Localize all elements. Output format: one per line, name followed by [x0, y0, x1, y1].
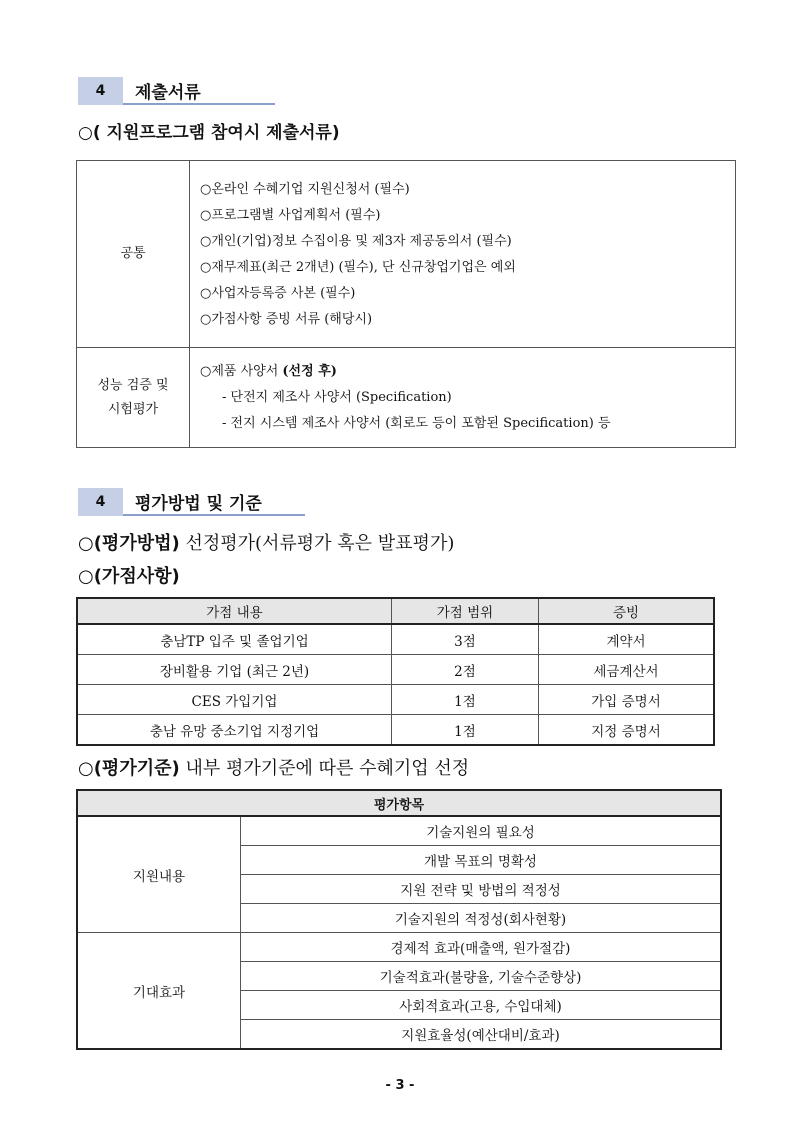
page-number: - 3 - [385, 1078, 415, 1093]
table-cell: 3점 [392, 624, 539, 655]
table-cell: 경제적 효과(매출액, 원가절감) [241, 933, 722, 962]
column-header: 가점 범위 [392, 598, 539, 624]
table-cell: 계약서 [539, 624, 715, 655]
table-cell: 2점 [392, 655, 539, 685]
table-cell: 가입 증명서 [539, 685, 715, 715]
evaluation-criteria-line [78, 754, 469, 780]
bullet-label: ○(평가방법) [78, 533, 180, 554]
evaluation-method-line [78, 529, 454, 555]
table-cell: 지원효율성(예산대비/효과) [241, 1020, 722, 1050]
group-label: 기대효과 [77, 933, 241, 1050]
table-cell: CES 가입기업 [77, 685, 392, 715]
table-cell: 사회적효과(고용, 수입대체) [241, 991, 722, 1020]
row-label [77, 348, 190, 448]
bonus-points-table [76, 597, 715, 746]
column-header: 증빙 [539, 598, 715, 624]
table-row [77, 624, 714, 655]
list-item [200, 359, 725, 385]
sub-item: - 전지 시스템 제조사 사양서 (회로도 등이 포함된 Specification) 등 [222, 415, 611, 431]
table-header-row [77, 790, 721, 816]
common-documents-list [190, 161, 736, 348]
table-cell: 개발 목표의 명확성 [241, 846, 722, 875]
table-cell: 세금계산서 [539, 655, 715, 685]
submission-subheading: ○( 지원프로그램 참여시 제출서류) [78, 123, 340, 143]
row-label-line: 성능 검증 및 [97, 377, 169, 393]
list-item-emphasis: (선정 후) [282, 363, 337, 379]
table-cell: 지정 증명서 [539, 715, 715, 746]
table-cell: 지원 전략 및 방법의 적정성 [241, 875, 722, 904]
bullet-text: 내부 평가기준에 따른 수혜기업 선정 [179, 758, 470, 779]
table-row [77, 715, 714, 746]
table-cell: 충남 유망 중소기업 지정기업 [77, 715, 392, 746]
section-title: 평가방법 및 기준 [123, 488, 305, 516]
table-row [77, 348, 736, 448]
list-item: ○개인(기업)정보 수집이용 및 제3자 제공동의서 (필수) [200, 234, 512, 249]
section-number: 4 [78, 488, 123, 516]
table-cell: 기술적효과(불량율, 기술수준향상) [241, 962, 722, 991]
row-label-line: 시험평가 [107, 401, 159, 417]
table-cell: 1점 [392, 715, 539, 746]
group-label: 지원내용 [77, 816, 241, 933]
list-item: ○가점사항 증빙 서류 (해당시) [200, 312, 373, 327]
table-cell: 기술지원의 적정성(회사현황) [241, 904, 722, 933]
bullet-label: ○(가점사항) [78, 566, 180, 587]
section-heading-evaluation [78, 488, 305, 516]
table-row [77, 655, 714, 685]
list-item: ○사업자등록증 사본 (필수) [200, 286, 356, 301]
table-row [77, 685, 714, 715]
spec-documents-list [190, 348, 736, 448]
table-cell: 1점 [392, 685, 539, 715]
section-number: 4 [78, 77, 123, 105]
table-row [77, 161, 736, 348]
table-cell: 장비활용 기업 (최근 2년) [77, 655, 392, 685]
table-cell: 기술지원의 필요성 [241, 816, 722, 846]
list-item: ○온라인 수혜기업 지원신청서 (필수) [200, 182, 410, 197]
table-header-row [77, 598, 714, 624]
column-header: 평가항목 [77, 790, 721, 816]
evaluation-items-table [76, 789, 722, 1050]
submission-documents-table [76, 160, 736, 448]
bullet-text: 선정평가(서류평가 혹은 발표평가) [179, 533, 455, 554]
table-cell: 충남TP 입주 및 졸업기업 [77, 624, 392, 655]
list-item-text: ○제품 사양서 [200, 363, 283, 379]
row-label: 공통 [77, 161, 190, 348]
list-item: ○재무제표(최근 2개년) (필수), 단 신규창업기업은 예외 [200, 260, 516, 275]
section-title: 제출서류 [123, 77, 275, 105]
bullet-label: ○(평가기준) [78, 758, 180, 779]
bonus-points-line [78, 562, 180, 588]
section-heading-submission [78, 77, 275, 105]
sub-item: - 단전지 제조사 사양서 (Specification) [222, 389, 452, 405]
column-header: 가점 내용 [77, 598, 392, 624]
table-row [77, 933, 721, 962]
list-item: ○프로그램별 사업계획서 (필수) [200, 208, 381, 223]
table-row [77, 816, 721, 846]
